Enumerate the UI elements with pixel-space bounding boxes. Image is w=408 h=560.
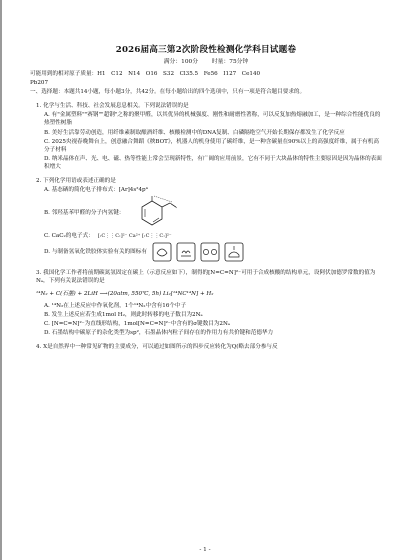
section1-intro: 一、选择题：本题共14小题，每小题3分，共42分。在每小题给出的四个选项中，只有一项是符合题目要求的。	[30, 89, 306, 96]
page-number: - 1 -	[199, 546, 211, 553]
full-score: 满分：100分	[163, 59, 199, 66]
q3-option-d: D. 石墨结构中碳原子的杂化类型为sp²，石墨晶体内粒子间存在的作用力有共价键和范德华力	[44, 330, 274, 337]
q1-option-a: A. 有"金属塑料""赛钢""超钢"之称的聚甲醛，以其优异的机械强度、刚性和耐磨性著称，可以反复加热熔融加工，是一种综合性能优良的热塑性树脂	[44, 112, 381, 127]
heating-icon	[153, 243, 171, 261]
q1-option-c: C. 2025央视春晚舞台上，创意融合舞蹈《秧BOT》，机器人的机身使用了碳纤维，是一种含碳量在90%以上的高强度纤维，属于有机高分子材料	[44, 138, 379, 153]
exam-title: 2026届高三第2次阶段性检测化学科目试题卷	[115, 45, 297, 55]
exam-subtitle	[30, 58, 382, 66]
q3-option-c: C. [N=C=N]²⁻为直线形结构，1mol[N=C=N]²⁻中含有的σ键数目为2Nₐ	[44, 320, 230, 327]
q2-option-b	[30, 195, 382, 231]
question-3	[30, 269, 382, 337]
question-2	[30, 177, 382, 263]
time-limit: 时量：75分钟	[211, 59, 249, 66]
question-4	[30, 343, 382, 351]
q2-option-c-label: C. CaC₂的电子式：	[44, 233, 94, 240]
q3-reaction-formula: ¹⁴N₂ + C(石墨) + 2LiH ⟶(20atm, 550℃, 5h) Li₂[¹⁴NC¹⁴N] + H₂	[36, 290, 214, 297]
hot-surface-icon	[177, 243, 195, 261]
q2-option-d-label: D. 与制备氢氧化铁胶体实验有关的图标有	[44, 249, 147, 256]
q2-option-a: A. 基态硒的简化电子排布式：[Ar]4s²4p⁴	[44, 187, 148, 194]
atomic-masses-cont: Pb207	[30, 79, 49, 86]
wash-hands-icon	[225, 243, 243, 261]
q2-stem: 2. 下列化学用语或表述正确的是	[36, 178, 116, 185]
q2-option-d	[30, 241, 382, 263]
q2-option-b-label: B. 邻羟基苯甲醛的分子内氢键：	[44, 210, 125, 217]
q2-option-c	[30, 232, 382, 240]
q3-option-b: B. 发生上述反应若生成1mol H₂，则此时转移的电子数目为2Nₐ	[44, 311, 203, 318]
page-content	[30, 44, 382, 352]
q3-stem: 3. 我国化学工作者将前期碳氮氢固定在碳上（示意反应如下），制得的[N=C=N]²⁻可用于合成核酸的结构单元，设阿伏加德罗常数的值为Nₐ，下列有关说法错误的是	[36, 270, 376, 285]
atomic-masses: 可能用到的相对原子质量：H1 C12 N14 O16 S32 Cl35.5 Fe56 I127 Ce140	[30, 70, 261, 77]
q4-stem: 4. X是自然界中一种常见矿物的主要成分，可以通过如图所示的四步反应转化为Q(略去部分参与反	[36, 344, 278, 351]
cac2-electron-formula: [:C⋮⋮C:]²⁻ Ca²⁺ [:C⋮⋮C:]²⁻	[97, 232, 172, 239]
q1-option-d: D. 纳米晶体在声、光、电、磁、热等性能上常会呈现新特性，有广阔的应用前景，它有不同于大块晶体的特性主要原因是因为晶体的表面积增大	[44, 155, 382, 170]
q1-stem: 1. 化学与生活、科技、社会发展息息相关。下列说法错误的是	[36, 103, 189, 110]
question-1	[30, 102, 382, 171]
q3-option-a: A. ¹⁴N₂在上述反应中作氧化剂，1个¹⁴N₂中含有16个中子	[44, 302, 187, 309]
lab-safety-icons	[151, 241, 251, 263]
salicylaldehyde-structure-image	[128, 195, 184, 231]
goggles-icon	[201, 243, 219, 261]
q1-option-b: B. 美好生活靠劳动创造，用纤维素制取酿酒纤维、核酸检测中的DNA复制、白磷隔绝空气开始长期保存都发生了化学反应	[44, 129, 345, 136]
